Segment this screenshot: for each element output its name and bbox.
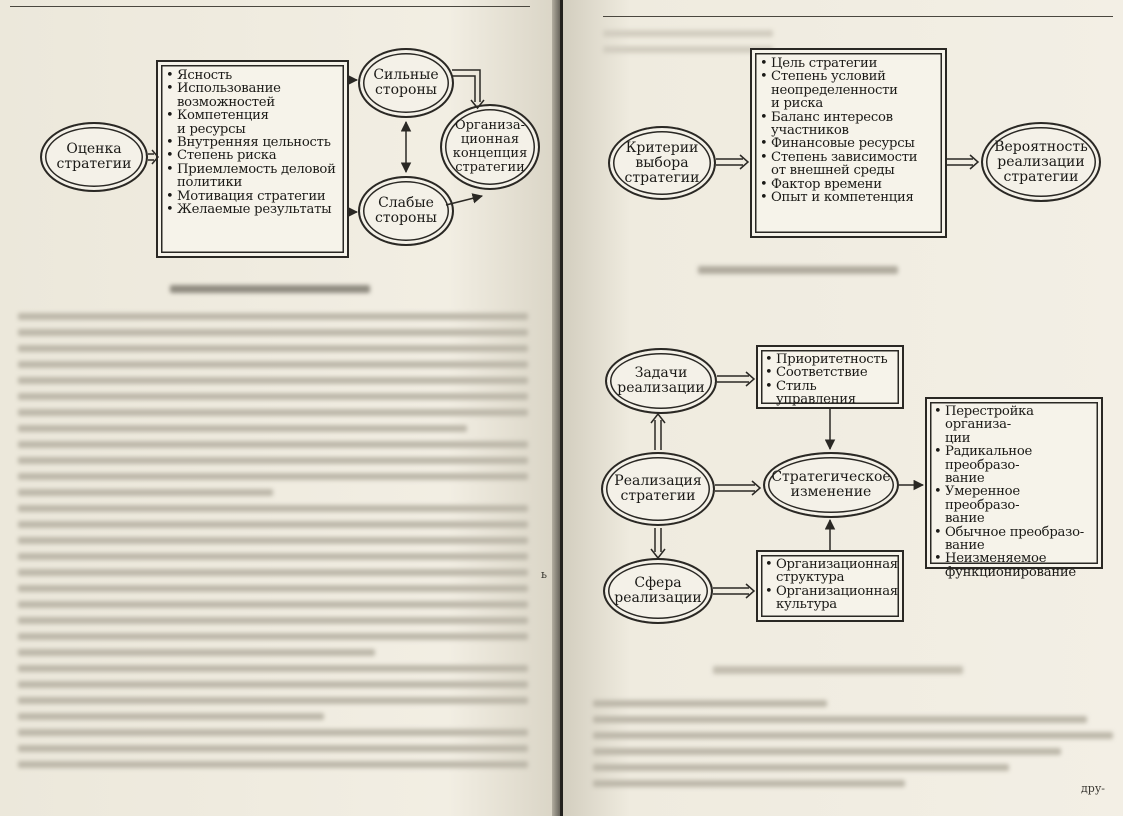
list-item: • Использование возможностей	[166, 82, 339, 109]
left-body-text	[18, 313, 528, 777]
tasks-label: Задачи реализации	[617, 365, 705, 396]
list-item: • Умеренное преобразо- вание	[934, 485, 1094, 525]
org-concept-label: Организа- ционная концепция стратегии	[452, 118, 528, 175]
right-page	[563, 0, 1123, 816]
strategic-change-label: Стратегическое изменение	[771, 469, 891, 500]
list-item: • Приоритетность	[765, 353, 895, 366]
implementation-label: Реализация стратегии	[614, 473, 702, 504]
list-item: • Опыт и компетенция	[760, 191, 937, 204]
list-item: • Степень зависимости от внешней среды	[760, 151, 937, 178]
list-item: • Соответствие	[765, 366, 895, 379]
list-item: • Стиль управления	[765, 380, 895, 407]
list-item: • Неизменяемое функционирование	[934, 552, 1094, 579]
left-page	[0, 0, 560, 816]
selection-criteria-label: Критерии выбора стратегии	[624, 139, 700, 186]
list-item: • Фактор времени	[760, 178, 937, 191]
list-item: • Внутренняя цельность	[166, 136, 339, 149]
list-item: • Компетенция и ресурсы	[166, 109, 339, 136]
list-item: • Организационная культура	[765, 585, 895, 612]
probability-label: Вероятность реализации стратегии	[994, 138, 1088, 185]
list-item: • Организационная структура	[765, 558, 895, 585]
list-item: • Мотивация стратегии	[166, 190, 339, 203]
list-item: • Баланс интересов участников	[760, 111, 937, 138]
right-body-text	[593, 700, 1113, 796]
list-item: • Цель стратегии	[760, 57, 937, 70]
list-item: • Обычное преобразо- вание	[934, 526, 1094, 553]
strengths-label: Сильные стороны	[373, 67, 439, 98]
list-item: • Приемлемость деловой политики	[166, 163, 339, 190]
edge-fragment-left: ь	[541, 568, 547, 581]
figure-caption-left	[170, 285, 370, 293]
scope-label: Сфера реализации	[614, 575, 702, 606]
list-item: • Перестройка организа- ции	[934, 405, 1094, 445]
list-item: • Радикальное преобразо- вание	[934, 445, 1094, 485]
edge-fragment-right: дру-	[1081, 782, 1106, 795]
figure-caption-right-2	[713, 666, 963, 674]
weaknesses-label: Слабые стороны	[375, 195, 437, 226]
right-diagram-arrows	[563, 0, 1123, 816]
list-item: • Степень условий неопределенности и риска	[760, 70, 937, 110]
strategy-evaluation-label: Оценка стратегии	[56, 141, 132, 172]
list-item: • Степень риска	[166, 149, 339, 162]
list-item: • Ясность	[166, 69, 339, 82]
list-item: • Желаемые результаты	[166, 203, 339, 216]
list-item: • Финансовые ресурсы	[760, 137, 937, 150]
